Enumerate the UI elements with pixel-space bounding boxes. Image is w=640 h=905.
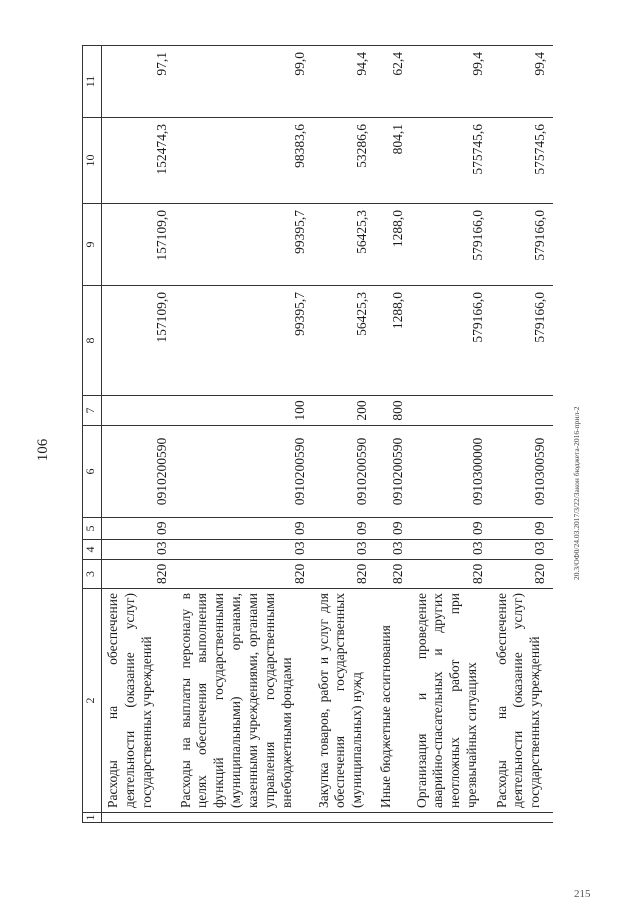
corner-page-number: 215	[574, 888, 591, 900]
row-value-10: 804,1	[375, 118, 411, 204]
row-code-7: 100	[175, 396, 313, 426]
row-code-4: 03	[102, 540, 175, 560]
row-marker-cell	[375, 813, 411, 823]
col-header-3: 3	[83, 560, 102, 589]
row-code-5: 09	[175, 518, 313, 540]
col-header-4: 4	[83, 540, 102, 560]
row-value-8: 579166,0	[411, 286, 491, 396]
table-row	[102, 46, 175, 823]
row-value-9: 99395,7	[175, 204, 313, 286]
row-code-6: 0910200590	[102, 426, 175, 518]
page-number: 106	[35, 438, 51, 462]
row-code-7	[491, 396, 553, 426]
row-value-10: 152474,3	[102, 118, 175, 204]
row-value-11: 99,4	[491, 46, 553, 118]
row-marker-cell	[313, 813, 375, 823]
row-code-4: 03	[175, 540, 313, 560]
row-code-6: 0910200590	[313, 426, 375, 518]
row-name: Иные бюджетные ассигнования	[375, 589, 411, 813]
header-row	[83, 46, 102, 823]
row-value-9: 579166,0	[491, 204, 553, 286]
row-value-10: 575745,6	[491, 118, 553, 204]
row-code-3: 820	[175, 560, 313, 589]
row-value-9: 579166,0	[411, 204, 491, 286]
col-header-6: 6	[83, 426, 102, 518]
row-name: Расходы на выплаты персоналу в целях обеспечения выполнения функций государственными (муниципальными) органами, казенными учреждениями, органами управления государственными внебюджетными фондами	[175, 589, 313, 813]
row-code-4: 03	[313, 540, 375, 560]
row-code-3: 820	[313, 560, 375, 589]
row-code-3: 820	[491, 560, 553, 589]
table-row	[411, 46, 491, 823]
row-code-5: 09	[375, 518, 411, 540]
row-value-8: 157109,0	[102, 286, 175, 396]
rotated-table-container	[82, 46, 551, 823]
row-marker-cell	[411, 813, 491, 823]
row-value-8: 579166,0	[491, 286, 553, 396]
col-header-10: 10	[83, 118, 102, 204]
row-value-9: 56425,3	[313, 204, 375, 286]
row-code-3: 820	[375, 560, 411, 589]
row-value-8: 56425,3	[313, 286, 375, 396]
col-header-11: 11	[83, 46, 102, 118]
row-value-9: 1288,0	[375, 204, 411, 286]
row-code-4: 03	[491, 540, 553, 560]
row-value-11: 97,1	[102, 46, 175, 118]
row-value-11: 94,4	[313, 46, 375, 118]
row-value-8: 1288,0	[375, 286, 411, 396]
col-header-5: 5	[83, 518, 102, 540]
row-code-7	[411, 396, 491, 426]
row-marker-cell	[175, 813, 313, 823]
row-name: Организация и проведение аварийно-спасательных и других неотложных работ при чрезвычайных ситуациях	[411, 589, 491, 813]
row-marker-cell	[102, 813, 175, 823]
row-code-7	[102, 396, 175, 426]
row-code-6: 0910300590	[491, 426, 553, 518]
col-header-8: 8	[83, 286, 102, 396]
row-code-6: 0910200590	[375, 426, 411, 518]
row-code-5: 09	[102, 518, 175, 540]
row-name: Расходы на обеспечение деятельности (оказание услуг) государственных учреждений	[102, 589, 175, 813]
row-value-10: 98383,6	[175, 118, 313, 204]
row-value-10: 575745,6	[411, 118, 491, 204]
budget-table	[82, 45, 553, 823]
footer-file-path: 20.3/ОФ0/24.03.2017/3/22/Закон бюджета-2016-прил-2	[572, 406, 581, 580]
col-header-1: 1	[83, 813, 102, 823]
row-code-6: 0910200590	[175, 426, 313, 518]
row-code-3: 820	[102, 560, 175, 589]
row-name: Расходы на обеспечение деятельности (оказание услуг) государственных учреждений	[491, 589, 553, 813]
row-value-11: 99,4	[411, 46, 491, 118]
table-row	[313, 46, 375, 823]
table-row	[375, 46, 411, 823]
col-header-2: 2	[83, 589, 102, 813]
row-code-7: 200	[313, 396, 375, 426]
table-row	[491, 46, 553, 823]
row-marker-cell	[491, 813, 553, 823]
row-code-4: 03	[411, 540, 491, 560]
row-code-4: 03	[375, 540, 411, 560]
row-code-6: 0910300000	[411, 426, 491, 518]
col-header-9: 9	[83, 204, 102, 286]
row-value-11: 62,4	[375, 46, 411, 118]
row-value-11: 99,0	[175, 46, 313, 118]
row-code-5: 09	[491, 518, 553, 540]
row-value-10: 53286,6	[313, 118, 375, 204]
col-header-7: 7	[83, 396, 102, 426]
row-code-3: 820	[411, 560, 491, 589]
row-value-9: 157109,0	[102, 204, 175, 286]
table-row	[175, 46, 313, 823]
row-name: Закупка товаров, работ и услуг для обеспечения государственных (муниципальных) нужд	[313, 589, 375, 813]
row-code-5: 09	[411, 518, 491, 540]
row-code-5: 09	[313, 518, 375, 540]
row-code-7: 800	[375, 396, 411, 426]
row-value-8: 99395,7	[175, 286, 313, 396]
